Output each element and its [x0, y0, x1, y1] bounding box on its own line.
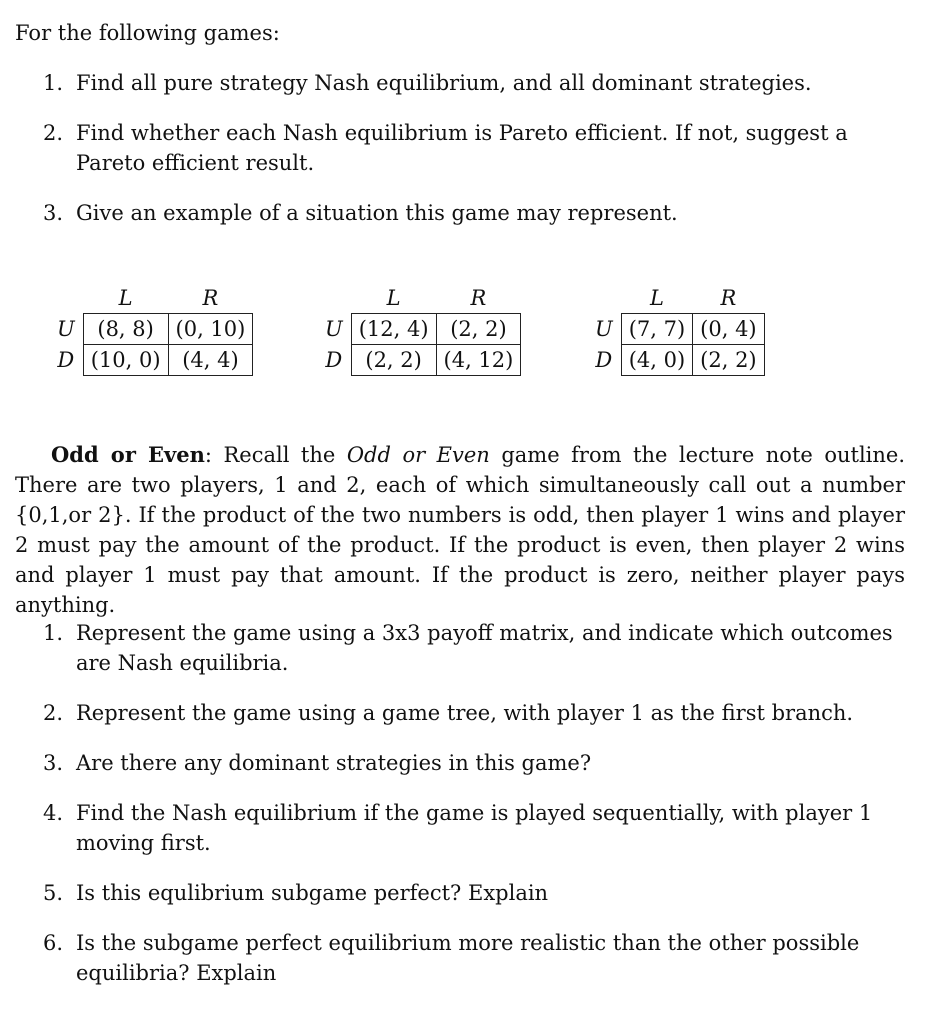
- payoff-cell: (2, 2): [436, 314, 521, 345]
- task-number: 3.: [43, 751, 64, 775]
- odd-even-body: game from the lecture note outline. There are two players, 1 and 2, each of which simultaneously call out a number {0,1,or 2}. If the product of the two numbers is odd, then player 1 wins and player 2 must pay the amount of the product. If the product is even, then player 2 wins and player 1 must pay that amount. If the product is zero, neither player pays anything.: [15, 443, 905, 617]
- task-text: Represent the game using a 3x3 payoff matrix, and indicate which outcomes are Nash equilibria.: [76, 621, 893, 675]
- row-label: U: [57, 317, 75, 341]
- question-text: Give an example of a situation this game may represent.: [76, 201, 678, 225]
- column-label: R: [202, 286, 219, 310]
- task-text: Are there any dominant strategies in this game?: [76, 751, 592, 775]
- column-label: R: [470, 286, 487, 310]
- payoff-cell: (4, 12): [436, 345, 521, 376]
- payoff-cell: (8, 8): [83, 314, 168, 345]
- odd-even-colon: : Recall the: [204, 443, 347, 467]
- task-number: 6.: [43, 931, 64, 955]
- payoff-cell: (2, 2): [351, 345, 436, 376]
- row-label: U: [595, 317, 613, 341]
- row-label: D: [595, 348, 613, 372]
- odd-even-game-name: Odd or Even: [346, 443, 490, 467]
- intro-text: For the following games:: [15, 21, 280, 45]
- task-text: Find the Nash equilibrium if the game is played sequentially, with player 1 moving first.: [76, 801, 873, 855]
- row-label: U: [325, 317, 343, 341]
- payoff-cell: (2, 2): [693, 345, 764, 376]
- payoff-cell: (7, 7): [621, 314, 692, 345]
- column-label: R: [720, 286, 737, 310]
- odd-even-title: Odd or Even: [51, 442, 205, 467]
- payoff-matrix-2: [318, 283, 521, 376]
- task-text: Represent the game using a game tree, with player 1 as the first branch.: [76, 701, 854, 725]
- task-number: 1.: [43, 621, 64, 645]
- task-number: 4.: [43, 801, 64, 825]
- payoff-matrix-1: [50, 283, 253, 376]
- payoff-cell: (4, 4): [168, 345, 253, 376]
- question-number: 2.: [43, 121, 64, 145]
- odd-even-paragraph: [15, 440, 905, 620]
- payoff-cell: (4, 0): [621, 345, 692, 376]
- task-text: Is this equlibrium subgame perfect? Explain: [76, 881, 549, 905]
- task-number: 2.: [43, 701, 64, 725]
- column-label: L: [118, 286, 133, 310]
- task-text: Is the subgame perfect equilibrium more realistic than the other possible equilibria? Explain: [76, 931, 860, 985]
- question-text: Find all pure strategy Nash equilibrium, and all dominant strategies.: [76, 71, 812, 95]
- payoff-matrix-3: [588, 283, 765, 376]
- column-label: L: [386, 286, 401, 310]
- question-number: 3.: [43, 201, 64, 225]
- payoff-cell: (10, 0): [83, 345, 168, 376]
- payoff-cell: (0, 4): [693, 314, 764, 345]
- payoff-cell: (12, 4): [351, 314, 436, 345]
- question-number: 1.: [43, 71, 64, 95]
- payoff-cell: (0, 10): [168, 314, 253, 345]
- row-label: D: [325, 348, 343, 372]
- row-label: D: [57, 348, 75, 372]
- question-text: Find whether each Nash equilibrium is Pareto efficient. If not, suggest a Pareto efficient result.: [76, 121, 848, 175]
- column-label: L: [649, 286, 664, 310]
- task-number: 5.: [43, 881, 64, 905]
- payoff-matrices: [0, 283, 940, 393]
